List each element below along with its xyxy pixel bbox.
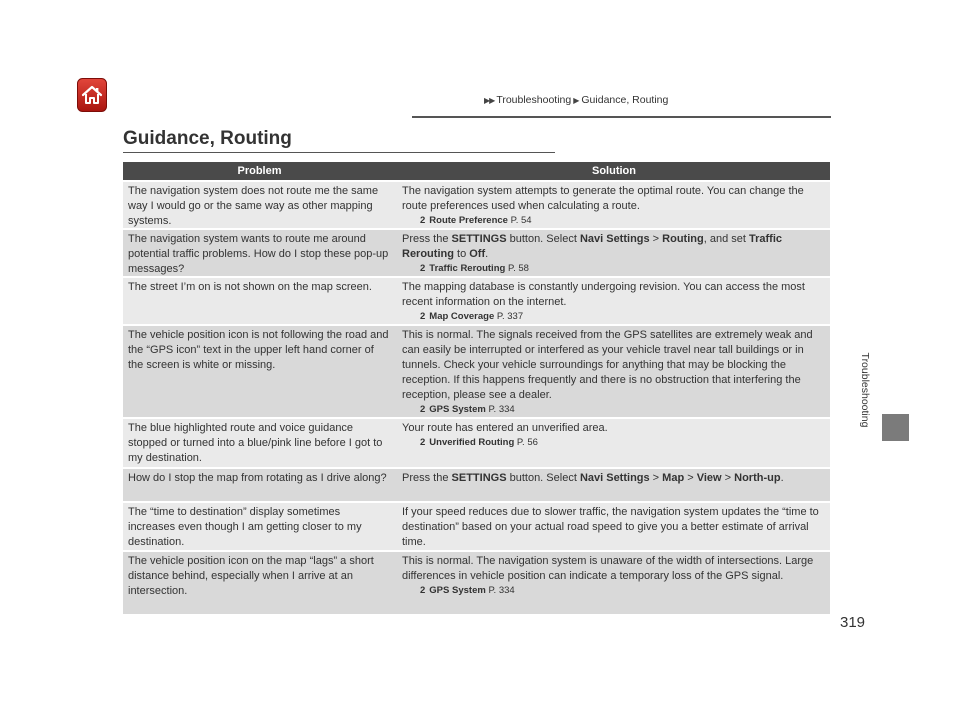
reference-arrow-icon: 2 xyxy=(420,215,426,226)
table-row xyxy=(123,278,830,324)
solution-cell: This is normal. The signals received from the GPS satellites are extremely weak and can easily be interrupted or interfered as your vehicle travel near tall buildings or in tunnels. Check your vehicle surroundings for anything that may be blocking the reception. If this happens frequently and there is no obstruction that interfering the reception, please see a dealer. 2 GPS System P. 334 xyxy=(398,326,830,417)
solution-cell: Your route has entered an unverified area. 2 Unverified Routing P. 56 xyxy=(398,419,830,467)
problem-cell: The “time to destination” display sometimes increases even though I am getting closer to my destination. xyxy=(128,506,362,548)
table-row xyxy=(123,182,830,228)
breadcrumb xyxy=(484,94,668,106)
column-header-solution: Solution xyxy=(592,165,636,177)
reference-arrow-icon: 2 xyxy=(420,585,426,596)
cross-reference[interactable]: 2 Route Preference P. 54 xyxy=(420,215,532,226)
problem-cell: The navigation system does not route me the same way I would go or the same way as other mapping systems. xyxy=(128,185,379,227)
cross-reference[interactable]: 2 GPS System P. 334 xyxy=(420,404,515,415)
table-row xyxy=(123,469,830,501)
solution-cell: The navigation system attempts to generate the optimal route. You can change the route preferences used when calculating a route. 2 Route Preference P. 54 xyxy=(398,182,830,228)
side-section-label: Troubleshooting xyxy=(859,352,871,428)
problem-cell: The blue highlighted route and voice guidance stopped or turned into a blue/pink line before I got to my destination. xyxy=(128,422,383,464)
table-row xyxy=(123,419,830,467)
column-header-problem: Problem xyxy=(237,165,282,177)
solution-cell: Press the SETTINGS button. Select Navi Settings > Routing, and set Traffic Rerouting to Off. 2 Traffic Rerouting P. 58 xyxy=(398,230,830,276)
table-row xyxy=(123,326,830,417)
solution-cell: If your speed reduces due to slower traffic, the navigation system updates the “time to destination” based on your actual road speed to give you a better estimate of arrival time. xyxy=(402,506,819,548)
breadcrumb-arrow-icon: ▶▶ xyxy=(484,96,495,105)
problem-cell: How do I stop the map from rotating as I drive along? xyxy=(128,472,387,484)
reference-arrow-icon: 2 xyxy=(420,437,426,448)
reference-arrow-icon: 2 xyxy=(420,263,426,274)
table-row xyxy=(123,552,830,614)
solution-cell: The mapping database is constantly undergoing revision. You can access the most recent information on the internet. 2 Map Coverage P. 337 xyxy=(398,278,830,324)
table-header xyxy=(123,162,830,180)
reference-arrow-icon: 2 xyxy=(420,404,426,415)
header-rule xyxy=(412,116,831,118)
problem-cell: The street I’m on is not shown on the map screen. xyxy=(128,281,372,293)
cross-reference[interactable]: 2 Unverified Routing P. 56 xyxy=(420,437,538,448)
section-tab[interactable] xyxy=(882,414,909,441)
problem-cell: The navigation system wants to route me around potential traffic problems. How do I stop these pop-up messages? xyxy=(128,233,389,275)
solution-cell: Press the SETTINGS button. Select Navi Settings > Map > View > North-up. xyxy=(402,472,784,484)
title-rule xyxy=(123,152,555,153)
page-title: Guidance, Routing xyxy=(123,128,292,149)
page-number: 319 xyxy=(840,614,866,631)
problem-cell: The vehicle position icon is not following the road and the “GPS icon” text in the upper left hand corner of the screen is white or missing. xyxy=(128,329,389,371)
breadcrumb-page: Guidance, Routing xyxy=(581,94,669,106)
table-row xyxy=(123,503,830,550)
breadcrumb-arrow-icon: ▶ xyxy=(573,96,580,105)
cross-reference[interactable]: 2 GPS System P. 334 xyxy=(420,585,515,596)
table-row xyxy=(123,230,830,276)
troubleshooting-table xyxy=(123,162,830,614)
home-icon[interactable] xyxy=(77,78,107,112)
cross-reference[interactable]: 2 Map Coverage P. 337 xyxy=(420,311,524,322)
problem-cell: The vehicle position icon on the map “lags” a short distance behind, especially when I arrive at an intersection. xyxy=(128,555,374,597)
cross-reference[interactable]: 2 Traffic Rerouting P. 58 xyxy=(420,263,529,274)
solution-cell: This is normal. The navigation system is unaware of the width of intersections. Large differences in vehicle position can indicate a temporary loss of the GPS signal. 2 GPS System P. 334 xyxy=(398,552,830,614)
reference-arrow-icon: 2 xyxy=(420,311,426,322)
breadcrumb-section[interactable]: Troubleshooting xyxy=(496,94,572,106)
